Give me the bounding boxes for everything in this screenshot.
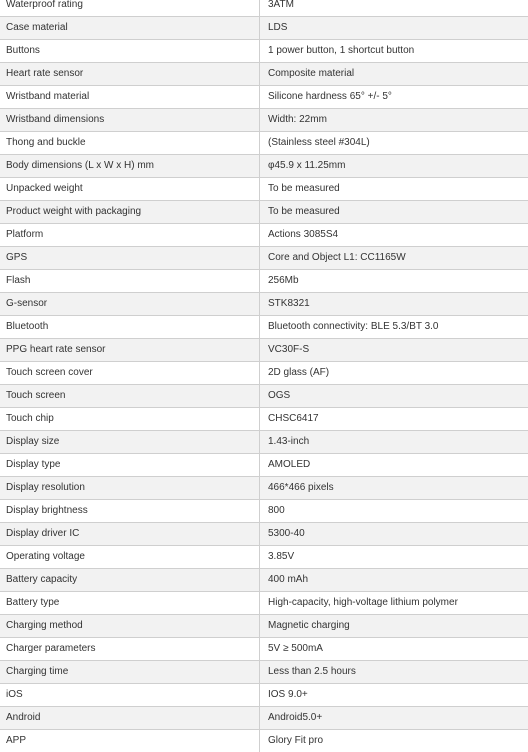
spec-value: 400 mAh <box>260 569 528 592</box>
spec-label: Case material <box>0 17 260 40</box>
spec-value: 5300-40 <box>260 523 528 546</box>
spec-label: G-sensor <box>0 293 260 316</box>
spec-label: Unpacked weight <box>0 178 260 201</box>
spec-row <box>0 592 528 615</box>
spec-label: Body dimensions (L x W x H) mm <box>0 155 260 178</box>
spec-row <box>0 569 528 592</box>
spec-row <box>0 523 528 546</box>
spec-value: 5V ≥ 500mA <box>260 638 528 661</box>
spec-label: iOS <box>0 684 260 707</box>
spec-value: CHSC6417 <box>260 408 528 431</box>
spec-label: Touch chip <box>0 408 260 431</box>
spec-row <box>0 730 528 752</box>
spec-label: Display driver IC <box>0 523 260 546</box>
spec-label: Android <box>0 707 260 730</box>
spec-value: Bluetooth connectivity: BLE 5.3/BT 3.0 <box>260 316 528 339</box>
spec-value: LDS <box>260 17 528 40</box>
spec-row <box>0 707 528 730</box>
spec-row <box>0 385 528 408</box>
spec-label: Buttons <box>0 40 260 63</box>
spec-value: Width: 22mm <box>260 109 528 132</box>
spec-value: IOS 9.0+ <box>260 684 528 707</box>
spec-row <box>0 132 528 155</box>
spec-row <box>0 224 528 247</box>
spec-value: STK8321 <box>260 293 528 316</box>
spec-label: Charger parameters <box>0 638 260 661</box>
spec-row <box>0 178 528 201</box>
spec-label: Display size <box>0 431 260 454</box>
spec-row <box>0 477 528 500</box>
spec-label: Wristband material <box>0 86 260 109</box>
spec-label: Battery type <box>0 592 260 615</box>
spec-label: GPS <box>0 247 260 270</box>
spec-row <box>0 316 528 339</box>
spec-value: Composite material <box>260 63 528 86</box>
spec-value: Silicone hardness 65° +/- 5° <box>260 86 528 109</box>
spec-row <box>0 17 528 40</box>
spec-row <box>0 684 528 707</box>
spec-row <box>0 270 528 293</box>
spec-row <box>0 638 528 661</box>
spec-value: 2D glass (AF) <box>260 362 528 385</box>
spec-value: Android5.0+ <box>260 707 528 730</box>
spec-row <box>0 0 528 17</box>
spec-value: 466*466 pixels <box>260 477 528 500</box>
spec-value: Glory Fit pro <box>260 730 528 752</box>
spec-label: Display type <box>0 454 260 477</box>
spec-row <box>0 408 528 431</box>
spec-label: Touch screen cover <box>0 362 260 385</box>
spec-label: APP <box>0 730 260 752</box>
spec-label: Flash <box>0 270 260 293</box>
spec-value: Actions 3085S4 <box>260 224 528 247</box>
spec-value: Less than 2.5 hours <box>260 661 528 684</box>
spec-value: To be measured <box>260 201 528 224</box>
spec-label: Touch screen <box>0 385 260 408</box>
spec-row <box>0 40 528 63</box>
spec-label: Bluetooth <box>0 316 260 339</box>
spec-value: OGS <box>260 385 528 408</box>
spec-value: To be measured <box>260 178 528 201</box>
spec-value: VC30F-S <box>260 339 528 362</box>
spec-label: Battery capacity <box>0 569 260 592</box>
spec-value: High-capacity, high-voltage lithium polymer <box>260 592 528 615</box>
spec-label: Thong and buckle <box>0 132 260 155</box>
spec-row <box>0 500 528 523</box>
spec-label: Display brightness <box>0 500 260 523</box>
spec-label: Waterproof rating <box>0 0 260 17</box>
spec-row <box>0 247 528 270</box>
spec-row <box>0 454 528 477</box>
spec-label: Product weight with packaging <box>0 201 260 224</box>
spec-row <box>0 63 528 86</box>
spec-label: Wristband dimensions <box>0 109 260 132</box>
spec-row <box>0 86 528 109</box>
spec-row <box>0 201 528 224</box>
spec-row <box>0 155 528 178</box>
spec-row <box>0 431 528 454</box>
spec-value: (Stainless steel #304L) <box>260 132 528 155</box>
spec-label: Charging time <box>0 661 260 684</box>
spec-row <box>0 546 528 569</box>
spec-value: Magnetic charging <box>260 615 528 638</box>
spec-row <box>0 293 528 316</box>
spec-value: 3.85V <box>260 546 528 569</box>
spec-value: 256Mb <box>260 270 528 293</box>
spec-label: Heart rate sensor <box>0 63 260 86</box>
spec-row <box>0 615 528 638</box>
spec-value: φ45.9 x 11.25mm <box>260 155 528 178</box>
spec-value: 3ATM <box>260 0 528 17</box>
spec-row <box>0 362 528 385</box>
spec-row <box>0 661 528 684</box>
spec-value: 800 <box>260 500 528 523</box>
spec-value: Core and Object L1: CC1165W <box>260 247 528 270</box>
spec-row <box>0 109 528 132</box>
spec-label: Platform <box>0 224 260 247</box>
spec-value: 1 power button, 1 shortcut button <box>260 40 528 63</box>
spec-label: Display resolution <box>0 477 260 500</box>
spec-value: AMOLED <box>260 454 528 477</box>
spec-value: 1.43-inch <box>260 431 528 454</box>
spec-row <box>0 339 528 362</box>
spec-label: PPG heart rate sensor <box>0 339 260 362</box>
spec-label: Operating voltage <box>0 546 260 569</box>
spec-label: Charging method <box>0 615 260 638</box>
